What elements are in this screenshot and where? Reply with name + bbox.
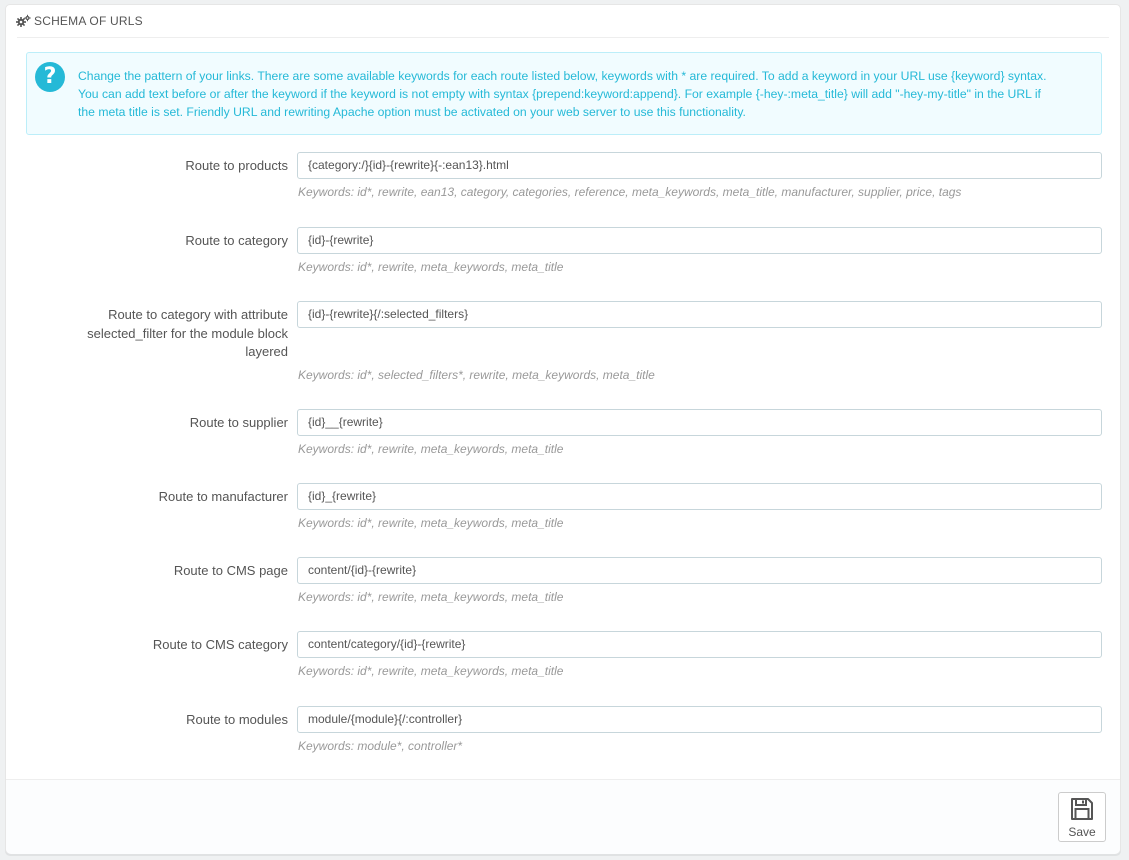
cogs-icon xyxy=(15,14,31,28)
route-cms-category-label: Route to CMS category xyxy=(152,637,288,652)
save-label: Save xyxy=(1068,824,1096,839)
route-modules-label: Route to modules xyxy=(186,712,288,727)
schema-of-urls-panel xyxy=(5,4,1121,854)
route-manufacturer-label: Route to manufacturer xyxy=(158,489,288,504)
alert-line: You can add text before or after the keyword if the keyword is not empty with syntax {prepend:keyword:append}. For example {-hey-:meta_title} will add "-hey-my-title" in the URL if xyxy=(78,87,1041,101)
route-manufacturer-help: Keywords: id*, rewrite, meta_keywords, meta_title xyxy=(298,516,564,530)
route-supplier-label: Route to supplier xyxy=(189,415,288,430)
panel-heading xyxy=(17,5,1109,38)
alert-line: Change the pattern of your links. There are some available keywords for each route listed below, keywords with * are required. To add a keyword in your URL use {keyword} syntax. xyxy=(78,69,1047,83)
route-products-label: Route to products xyxy=(185,158,288,173)
route-cms-category-help: Keywords: id*, rewrite, meta_keywords, meta_title xyxy=(298,664,564,678)
info-alert xyxy=(26,52,1102,135)
route-category-label: Route to category xyxy=(185,233,288,248)
floppy-disk-icon xyxy=(1069,796,1095,822)
route-category-filter-label: Route to category with attribute selected_filter for the module block layered xyxy=(87,307,288,359)
panel-footer xyxy=(6,779,1120,854)
route-cms-category-input[interactable]: content/category/{id}-{rewrite} xyxy=(297,631,1102,658)
route-supplier-input[interactable]: {id}__{rewrite} xyxy=(297,409,1102,436)
route-supplier-help: Keywords: id*, rewrite, meta_keywords, meta_title xyxy=(298,442,564,456)
route-category-input[interactable]: {id}-{rewrite} xyxy=(297,227,1102,254)
route-modules-input[interactable]: module/{module}{/:controller} xyxy=(297,706,1102,733)
route-cms-page-input[interactable]: content/{id}-{rewrite} xyxy=(297,557,1102,584)
panel-title: SCHEMA OF URLS xyxy=(34,14,143,28)
route-category-help: Keywords: id*, rewrite, meta_keywords, meta_title xyxy=(298,260,564,274)
route-manufacturer-input[interactable]: {id}_{rewrite} xyxy=(297,483,1102,510)
route-cms-page-label: Route to CMS page xyxy=(173,563,288,578)
save-button[interactable] xyxy=(1058,792,1106,842)
route-products-help: Keywords: id*, rewrite, ean13, category, categories, reference, meta_keywords, meta_title, manufacturer, supplier, price, tags xyxy=(298,185,962,199)
question-icon: ? xyxy=(35,62,65,92)
route-cms-page-help: Keywords: id*, rewrite, meta_keywords, meta_title xyxy=(298,590,564,604)
alert-line: the meta title is set. Friendly URL and rewriting Apache option must be activated on your web server to use this functionality. xyxy=(78,105,746,119)
route-category-filter-help: Keywords: id*, selected_filters*, rewrite, meta_keywords, meta_title xyxy=(298,368,655,382)
route-products-input[interactable]: {category:/}{id}-{rewrite}{-:ean13}.html xyxy=(297,152,1102,179)
route-modules-help: Keywords: module*, controller* xyxy=(298,739,463,753)
route-category-filter-input[interactable]: {id}-{rewrite}{/:selected_filters} xyxy=(297,301,1102,328)
